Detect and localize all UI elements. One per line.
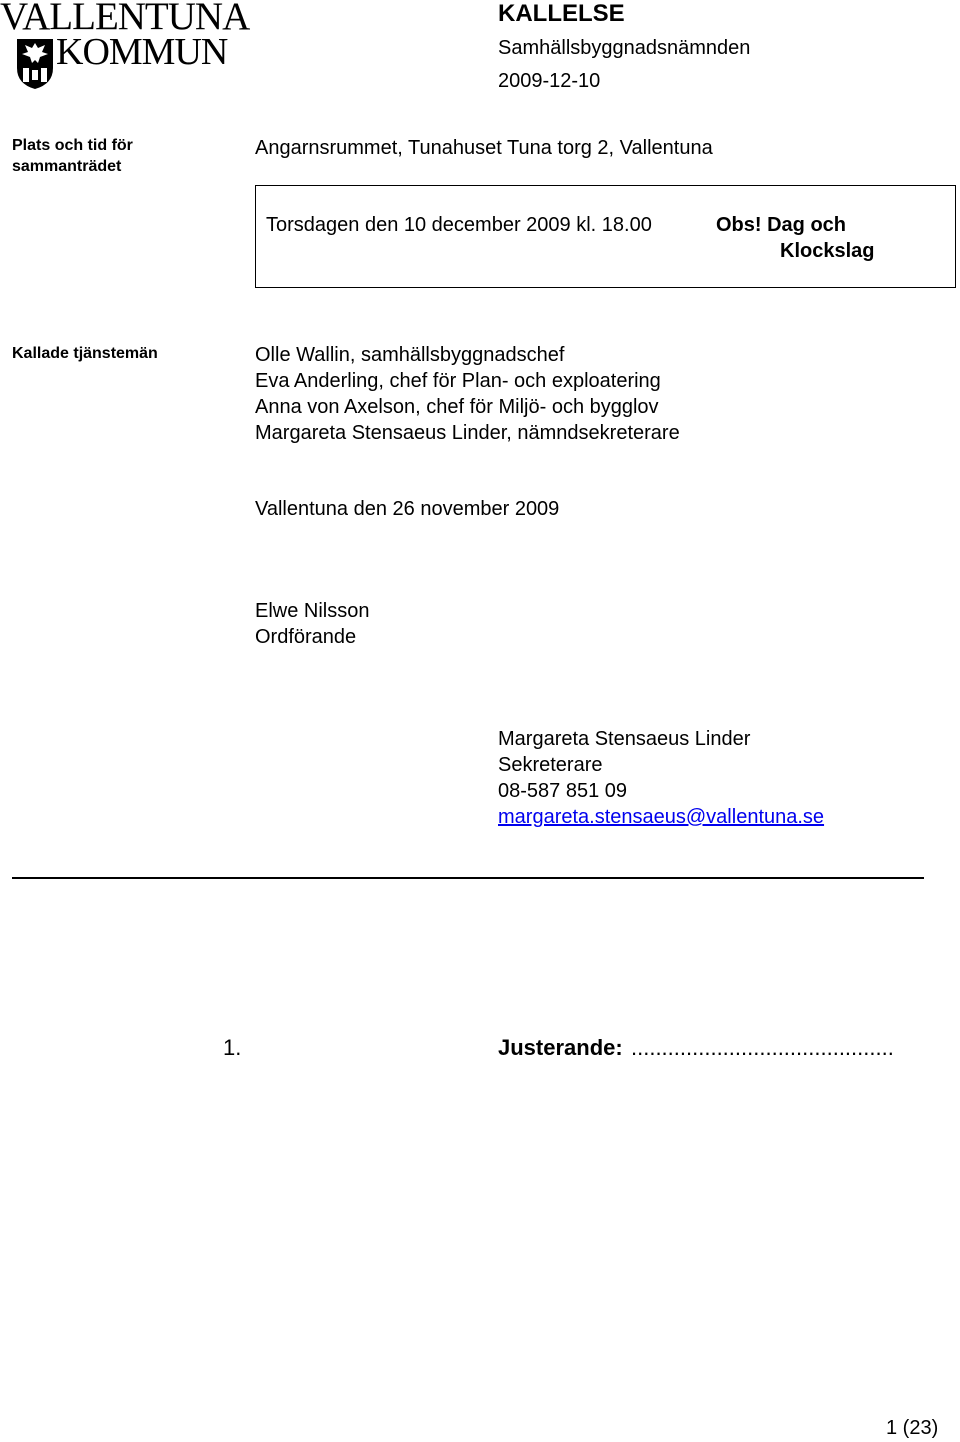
document-title: KALLELSE	[498, 0, 625, 27]
municipality-logo	[0, 0, 250, 92]
agenda-item-fill-dots: ...........................................	[631, 1035, 894, 1060]
secretary-contact	[498, 726, 824, 830]
logo-text-line2: KOMMUN	[56, 31, 228, 73]
chair-name: Elwe Nilsson	[255, 600, 370, 622]
eagle-crest-icon	[14, 36, 56, 90]
meeting-venue: Angarnsrummet, Tunahuset Tuna torg 2, Vallentuna	[255, 137, 713, 159]
meeting-place-label: Plats och tid för sammanträdet	[12, 137, 133, 175]
staff-member: Margareta Stensaeus Linder, nämndsekreterare	[255, 422, 680, 444]
section-divider	[12, 877, 924, 879]
meeting-note-line1: Obs! Dag och	[716, 214, 847, 236]
agenda-item-label: Justerande:	[498, 1035, 623, 1060]
staff-member: Eva Anderling, chef för Plan- och exploatering	[255, 370, 661, 392]
secretary-phone: 08-587 851 09	[498, 780, 628, 802]
meeting-time: Torsdagen den 10 december 2009 kl. 18.00	[266, 214, 652, 236]
chair-title: Ordförande	[255, 626, 357, 648]
secretary-title: Sekreterare	[498, 754, 603, 776]
agenda-item-number: 1.	[223, 1035, 242, 1060]
meeting-note-line2: Klockslag	[780, 240, 875, 262]
staff-member: Anna von Axelson, chef för Miljö- och bygglov	[255, 396, 659, 418]
secretary-name: Margareta Stensaeus Linder	[498, 728, 751, 750]
secretary-email-link[interactable]: margareta.stensaeus@vallentuna.se	[498, 806, 825, 828]
place-date: Vallentuna den 26 november 2009	[255, 498, 560, 520]
page-number: 1 (23)	[886, 1417, 939, 1439]
staff-list	[255, 342, 680, 446]
staff-member: Olle Wallin, samhällsbyggnadschef	[255, 344, 565, 366]
staff-label: Kallade tjänstemän	[12, 345, 158, 362]
logo-text-line1: VALLENTUNA	[0, 0, 250, 38]
document-date: 2009-12-10	[498, 70, 601, 92]
committee-name: Samhällsbyggnadsnämnden	[498, 37, 751, 59]
